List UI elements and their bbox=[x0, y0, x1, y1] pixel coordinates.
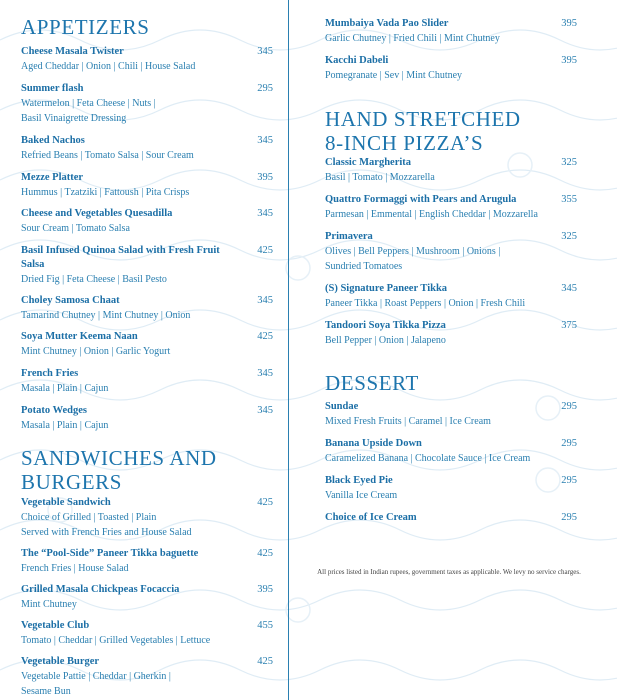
sandwiches-title bbox=[21, 446, 217, 494]
menu-item-name: Kacchi Dabeli bbox=[325, 55, 389, 66]
menu-item-description: Vanilla Ice Cream bbox=[325, 490, 398, 501]
menu-item bbox=[325, 511, 577, 525]
menu-item-name: Tandoori Soya Tikka Pizza bbox=[325, 320, 446, 331]
menu-item-description: Basil Vinaigrette Dressing bbox=[21, 113, 127, 124]
menu-item-name: Vegetable Club bbox=[21, 620, 90, 631]
menu-item-price: 425 bbox=[257, 245, 273, 256]
pizzas-list bbox=[325, 156, 577, 348]
menu-item bbox=[21, 583, 273, 612]
menu-item-description: Aged Cheddar | Onion | Chili | House Salad bbox=[21, 61, 196, 72]
menu-item-price: 325 bbox=[561, 231, 577, 242]
dessert-list bbox=[325, 400, 577, 525]
menu-item bbox=[21, 82, 273, 126]
menu-item-price: 295 bbox=[561, 475, 577, 486]
menu-item-description: Garlic Chutney | Fried Chili | Mint Chutney bbox=[325, 33, 500, 44]
menu-item-description: Vegetable Pattie | Cheddar | Gherkin | bbox=[21, 671, 171, 682]
menu-item-description: Masala | Plain | Cajun bbox=[21, 383, 109, 394]
menu-item-price: 355 bbox=[561, 194, 577, 205]
menu-item-price: 325 bbox=[561, 157, 577, 168]
menu-item-description: Pomegranate | Sev | Mint Chutney bbox=[325, 70, 463, 81]
menu-item-name: Quattro Formaggi with Pears and Arugula bbox=[325, 194, 517, 205]
menu-item bbox=[325, 17, 577, 46]
menu-item bbox=[325, 54, 577, 83]
menu-item bbox=[21, 547, 273, 576]
menu-item bbox=[21, 294, 273, 323]
menu-item-description: Sesame Bun bbox=[21, 686, 71, 697]
menu-item-description: Masala | Plain | Cajun bbox=[21, 420, 109, 431]
menu-item-description: Olives | Bell Peppers | Mushroom | Onions | bbox=[325, 246, 501, 257]
menu-item-price: 345 bbox=[257, 295, 273, 306]
menu-item-price: 295 bbox=[561, 401, 577, 412]
menu-item-name: Potato Wedges bbox=[21, 405, 88, 416]
menu-item bbox=[21, 171, 273, 200]
menu-item bbox=[21, 45, 273, 74]
menu-item-price: 295 bbox=[257, 83, 273, 94]
menu-item-price: 345 bbox=[561, 283, 577, 294]
menu-item-price: 375 bbox=[561, 320, 577, 331]
menu-item-description: Paneer Tikka | Roast Peppers | Onion | Fresh Chili bbox=[325, 298, 526, 309]
menu-item-name: Sundae bbox=[325, 401, 359, 412]
menu-item-price: 345 bbox=[257, 135, 273, 146]
sliders-list bbox=[325, 17, 577, 83]
menu-item-price: 395 bbox=[257, 584, 273, 595]
menu-item bbox=[21, 244, 273, 287]
menu-item-name: Summer flash bbox=[21, 83, 84, 94]
menu-item-name: Choice of Ice Cream bbox=[325, 512, 417, 523]
menu-item-price: 425 bbox=[257, 656, 273, 667]
menu-item-price: 345 bbox=[257, 46, 273, 57]
pizzas-title bbox=[325, 107, 521, 155]
menu-item bbox=[325, 400, 577, 429]
menu-item-description: Choice of Grilled | Toasted | Plain bbox=[21, 512, 157, 523]
menu-item bbox=[325, 474, 577, 503]
sandwiches-title-line2: BURGERS bbox=[21, 470, 123, 494]
menu-item bbox=[21, 134, 273, 163]
menu-item-description: Hummus | Tzatziki | Fattoush | Pita Crisps bbox=[21, 187, 190, 198]
menu-item-name: Banana Upside Down bbox=[325, 438, 422, 449]
appetizers-title: APPETIZERS bbox=[21, 15, 150, 39]
menu-item-description: Dried Fig | Feta Cheese | Basil Pesto bbox=[21, 274, 167, 285]
menu-item bbox=[325, 319, 577, 348]
menu-item-price: 425 bbox=[257, 331, 273, 342]
menu-item-price: 295 bbox=[561, 512, 577, 523]
menu-item-name: Cheese Masala Twister bbox=[21, 46, 124, 57]
column-divider bbox=[288, 0, 289, 700]
menu-item bbox=[325, 437, 577, 466]
menu-item-name: Baked Nachos bbox=[21, 135, 85, 146]
dessert-title: DESSERT bbox=[325, 371, 419, 395]
pizzas-title-line2: 8-INCH PIZZA’S bbox=[325, 131, 484, 155]
menu-item-price: 395 bbox=[561, 18, 577, 29]
pizzas-title-line1: HAND STRETCHED bbox=[325, 107, 521, 131]
menu-item-name: Black Eyed Pie bbox=[325, 475, 393, 486]
menu-item-price: 395 bbox=[561, 55, 577, 66]
menu-item-name: French Fries bbox=[21, 368, 79, 379]
menu-item-price: 425 bbox=[257, 497, 273, 508]
menu-item-name: Classic Margherita bbox=[325, 157, 412, 168]
menu-item-price: 345 bbox=[257, 208, 273, 219]
menu-item bbox=[21, 619, 273, 648]
menu-item-description: Sundried Tomatoes bbox=[325, 261, 403, 272]
menu-item-name: Primavera bbox=[325, 231, 373, 242]
menu-item-description: Mint Chutney | Onion | Garlic Yogurt bbox=[21, 346, 171, 357]
menu-item-description: Mixed Fresh Fruits | Caramel | Ice Cream bbox=[325, 416, 491, 427]
menu-item bbox=[325, 282, 577, 311]
menu-item-price: 395 bbox=[257, 172, 273, 183]
menu-item-name: Basil Infused Quinoa Salad with Fresh Fruit Salsa bbox=[21, 245, 220, 270]
menu-item-name: Grilled Masala Chickpeas Focaccia bbox=[21, 584, 180, 595]
menu-item bbox=[21, 207, 273, 236]
menu-item-description: Parmesan | Emmental | English Cheddar | Mozzarella bbox=[325, 209, 538, 220]
menu-item bbox=[325, 193, 577, 222]
menu-item-description: Caramelized Banana | Chocolate Sauce | Ice Cream bbox=[325, 453, 531, 464]
menu-item-name: Mezze Platter bbox=[21, 172, 84, 183]
menu-item-description: Tamarind Chutney | Mint Chutney | Onion bbox=[21, 310, 191, 321]
menu-item bbox=[21, 655, 273, 699]
menu-item-name: Vegetable Burger bbox=[21, 656, 100, 667]
menu-item-name: (S) Signature Paneer Tikka bbox=[325, 283, 448, 294]
menu-item bbox=[21, 330, 273, 359]
menu-item-price: 425 bbox=[257, 548, 273, 559]
menu-item-name: Cheese and Vegetables Quesadilla bbox=[21, 208, 173, 219]
menu-item bbox=[21, 496, 273, 540]
menu-item bbox=[325, 230, 577, 274]
menu-item-price: 295 bbox=[561, 438, 577, 449]
appetizers-list bbox=[21, 45, 273, 433]
menu-item-description: Watermelon | Feta Cheese | Nuts | bbox=[21, 98, 156, 109]
menu-item-description: Bell Pepper | Onion | Jalapeno bbox=[325, 335, 446, 346]
menu-item-description: Tomato | Cheddar | Grilled Vegetables | Lettuce bbox=[21, 635, 211, 646]
menu-item-name: Soya Mutter Keema Naan bbox=[21, 331, 138, 342]
price-note: All prices listed in Indian rupees, government taxes as applicable. We levy no service charges. bbox=[317, 568, 581, 576]
menu-item bbox=[325, 156, 577, 185]
menu-item-price: 455 bbox=[257, 620, 273, 631]
menu-item-name: Vegetable Sandwich bbox=[21, 497, 111, 508]
menu-item-name: Mumbaiya Vada Pao Slider bbox=[325, 18, 449, 29]
menu-item-price: 345 bbox=[257, 405, 273, 416]
menu-item bbox=[21, 404, 273, 433]
menu-item-description: Refried Beans | Tomato Salsa | Sour Cream bbox=[21, 150, 194, 161]
menu-item-price: 345 bbox=[257, 368, 273, 379]
menu-item-description: French Fries | House Salad bbox=[21, 563, 129, 574]
menu-item-description: Sour Cream | Tomato Salsa bbox=[21, 223, 130, 234]
menu-item bbox=[21, 367, 273, 396]
menu-item-description: Basil | Tomato | Mozzarella bbox=[325, 172, 435, 183]
menu-item-name: Choley Samosa Chaat bbox=[21, 295, 120, 306]
menu-item-name: The “Pool-Side” Paneer Tikka baguette bbox=[21, 548, 199, 559]
sandwiches-title-line1: SANDWICHES AND bbox=[21, 446, 217, 470]
sandwiches-list bbox=[21, 496, 273, 699]
menu-item-description: Mint Chutney bbox=[21, 599, 77, 610]
menu-item-description: Served with French Fries and House Salad bbox=[21, 527, 192, 538]
